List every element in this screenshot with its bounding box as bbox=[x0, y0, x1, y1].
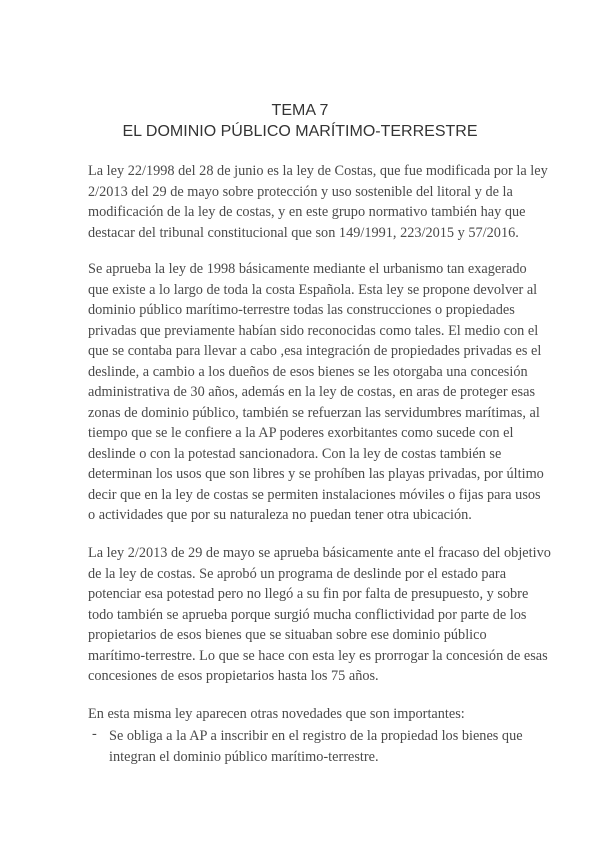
text-line: administrativa de 30 años, además en la ley de costas, en aras de proteger esas bbox=[88, 384, 536, 400]
text-line: Se obliga a la AP a inscribir en el registro de la propiedad los bienes que bbox=[109, 728, 523, 744]
text-line: modificación de la ley de costas, y en este grupo normativo también hay que bbox=[88, 204, 526, 220]
text-line: dominio público marítimo-terrestre todas las construcciones o propiedades bbox=[88, 302, 515, 318]
text-line: de la ley de costas. Se aprobó un programa de deslinde por el estado para bbox=[88, 565, 507, 582]
text-line: deslinde, a cambio a los dueños de esos bienes se les otorgaba una concesión bbox=[88, 363, 528, 380]
text-line: potenciar esa potestad pero no llegó a su fin por falta de presupuesto, y sobre bbox=[88, 586, 529, 602]
paragraph-4 bbox=[88, 704, 465, 725]
text-line: privadas que previamente habían sido reconocidas como tales. El medio con el bbox=[88, 322, 539, 339]
text-line: todo también se aprueba porque surgió mucha conflictividad por parte de los bbox=[88, 606, 527, 623]
paragraph-3 bbox=[88, 543, 551, 687]
text-line: deslinde o con la potestad sancionadora. Con la ley de costas también se bbox=[88, 445, 502, 462]
text-line: En esta misma ley aparecen otras novedades que son importantes: bbox=[88, 706, 465, 722]
text-line: marítimo-terrestre. Lo que se hace con esta ley es prorrogar la concesión de esas bbox=[88, 647, 548, 664]
doc-title: TEMA 7 bbox=[271, 102, 329, 119]
paragraph-2 bbox=[88, 259, 544, 526]
bullet-item bbox=[109, 726, 523, 767]
text-line: Se aprueba la ley de 1998 básicamente mediante el urbanismo tan exagerado bbox=[88, 261, 527, 277]
text-line: La ley 2/2013 de 29 de mayo se aprueba básicamente ante el fracaso del objetivo bbox=[88, 545, 551, 561]
text-line: 2/2013 del 29 de mayo sobre protección y uso sostenible del litoral y de la bbox=[88, 183, 513, 200]
text-line: La ley 22/1998 del 28 de junio es la ley de Costas, que fue modificada por la ley bbox=[88, 163, 548, 179]
doc-subtitle: EL DOMINIO PÚBLICO MARÍTIMO-TERRESTRE bbox=[122, 123, 478, 140]
text-line: destacar del tribunal constitucional que son 149/1991, 223/2015 y 57/2016. bbox=[88, 224, 519, 241]
text-line: determinan los usos que son libres y se prohíben las playas privadas, por último bbox=[88, 466, 544, 482]
text-line: que se contaba para llevar a cabo ,esa integración de propiedades privadas es el bbox=[88, 343, 542, 359]
paragraph-1 bbox=[88, 161, 548, 243]
text-line: que existe a lo largo de toda la costa Española. Esta ley se propone devolver al bbox=[88, 281, 538, 298]
text-line: integran el dominio público marítimo-terrestre. bbox=[109, 748, 379, 765]
text-line: concesiones de esos propietarios hasta los 75 años. bbox=[88, 668, 379, 684]
text-line: decir que en la ley de costas se permiten instalaciones móviles o fijas para usos bbox=[88, 486, 541, 503]
text-line: tiempo que se le confiere a la AP poderes exorbitantes como sucede con el bbox=[88, 425, 514, 441]
bullet-marker: - bbox=[92, 726, 97, 742]
text-line: o actividades que por su naturaleza no puedan tener otra ubicación. bbox=[88, 507, 472, 523]
text-line: propietarios de esos bienes que se situaban sobre ese dominio público bbox=[88, 627, 487, 643]
text-line: zonas de dominio público, también se refuerzan las servidumbres marítimas, al bbox=[88, 404, 540, 421]
